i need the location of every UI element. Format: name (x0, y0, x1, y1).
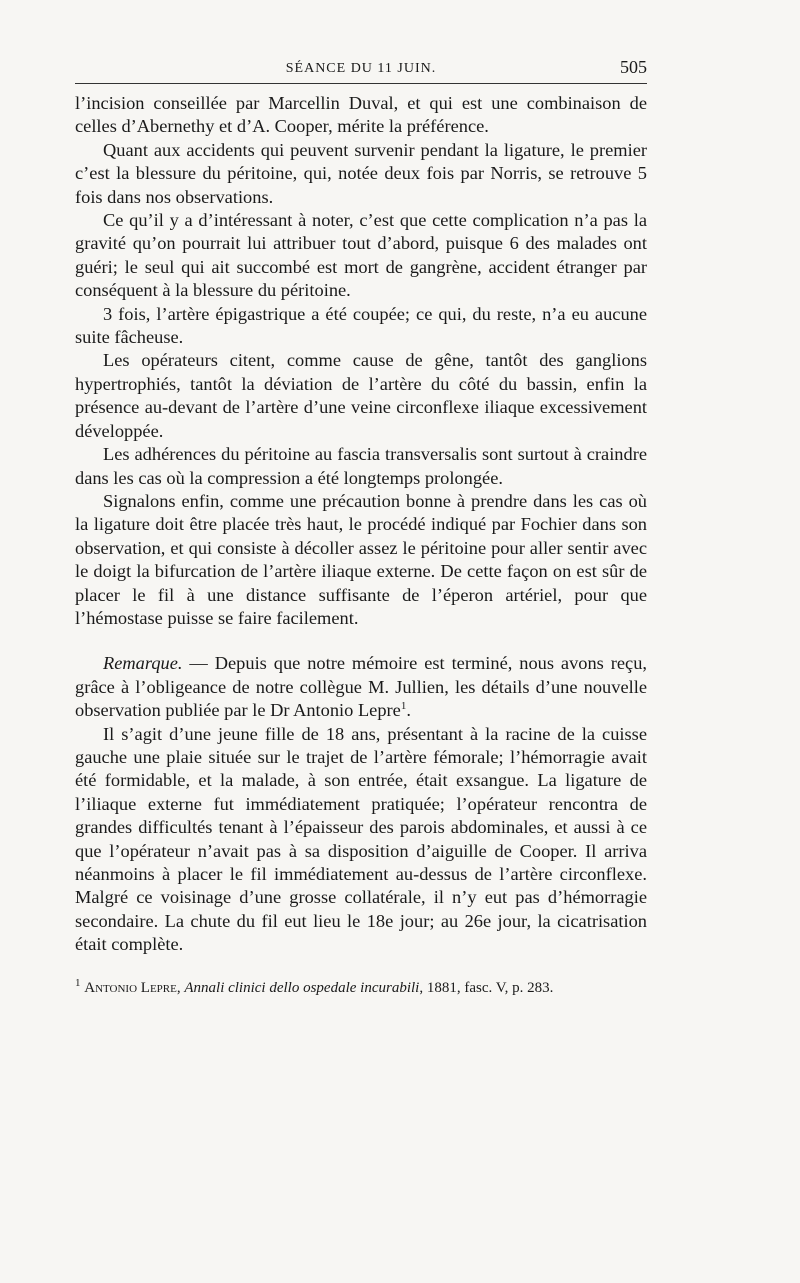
running-head: SÉANCE DU 11 JUIN. (285, 61, 437, 76)
book-page (75, 55, 647, 999)
paragraph-2: Quant aux accidents qui peuvent survenir pendant la ligature, le premier c’est la blessure du péritoine, qui, notée deux fois par Norris, se retrouve 5 fois dans nos observations. (75, 139, 647, 207)
body-text (75, 92, 647, 957)
paragraph-7: Signalons enfin, comme une précaution bonne à prendre dans les cas où la ligature doit être placée très haut, le procédé indiqué par Fochier dans son observation, et qui consiste à décoller assez le péritoine pour aller sentir avec le doigt la bifurcation de l’artère iliaque externe. De cette façon on est sûr de placer le fil à une distance suffisante de l’éperon artériel, pour que l’hémostase puisse se faire facilement. (75, 490, 647, 628)
paragraph-case: Il s’agit d’une jeune fille de 18 ans, présentant à la racine de la cuisse gauche une plaie située sur le trajet de l’artère fémorale; l’hémorragie avait été formidable, et la malade, à son entrée, était exsangue. La ligature de l’iliaque externe fut immédiatement pratiquée; l’opérateur rencontra de grandes difficultés tenant à l’épaisseur des parois abdominales, et aussi à ce que l’opérateur n’avait pas à sa disposition d’aiguille de Cooper. Il arriva néanmoins à placer le fil immédiatement au-dessus de l’artère circonflexe. Malgré ce voisinage d’une grosse collatérale, il n’y eut pas d’hémorragie secondaire. La chute du fil eut lieu le 18e jour; au 26e jour, la cicatrisation était complète. (75, 723, 647, 955)
footnote-author: Antonio Lepre (84, 979, 177, 996)
remarque-label: Remarque. (103, 653, 183, 674)
paragraph-4: 3 fois, l’artère épigastrique a été coupée; ce qui, du reste, n’a eu aucune suite fâcheuse. (75, 303, 647, 348)
footnote-reference: 1 (400, 700, 407, 713)
header-rule (75, 83, 647, 84)
page-header (75, 55, 647, 79)
remarque-end: . (406, 700, 411, 721)
paragraph-5: Les opérateurs citent, comme cause de gêne, tantôt des ganglions hypertrophiés, tantôt la déviation de l’artère du côté du bassin, enfin la présence au-devant de l’artère d’une veine circonflexe iliaque excessivement développée. (75, 350, 647, 441)
footnote: $^1$ Antonio Lepre, Annali clinici dello ospedale incurabili, 1881, fasc. V, p. 283. (75, 976, 554, 996)
footnote-title: Annali clinici dello ospedale incurabili (184, 979, 420, 996)
paragraph-3: Ce qu’il y a d’intéressant à noter, c’est que cette complication n’a pas la gravité qu’on pourrait lui attribuer tout d’abord, puisque 6 des malades ont guéri; le seul qui ait succombé est mort de gangrène, accident étranger par conséquent à la blessure du péritoine. (75, 210, 647, 301)
paragraph-6: Les adhérences du péritoine au fascia transversalis sont surtout à craindre dans les cas où la compression a été longtemps prolongée. (75, 444, 647, 488)
page-number: 505 (620, 57, 647, 77)
remarque-text: — Depuis que notre mémoire est terminé, nous avons reçu, grâce à l’obligeance de notre collègue M. Jullien, les détails d’une nouvelle observation publiée par le Dr Antonio Lepre (75, 653, 647, 721)
footnote-rest: , 1881, fasc. V, p. 283. (419, 979, 554, 996)
footnote-mark: 1 (75, 976, 81, 989)
remarque-paragraph (75, 652, 647, 722)
paragraph-1: l’incision conseillée par Marcellin Duval, et qui est une combinaison de celles d’Abernethy et d’A. Cooper, mérite la préférence. (75, 93, 647, 137)
